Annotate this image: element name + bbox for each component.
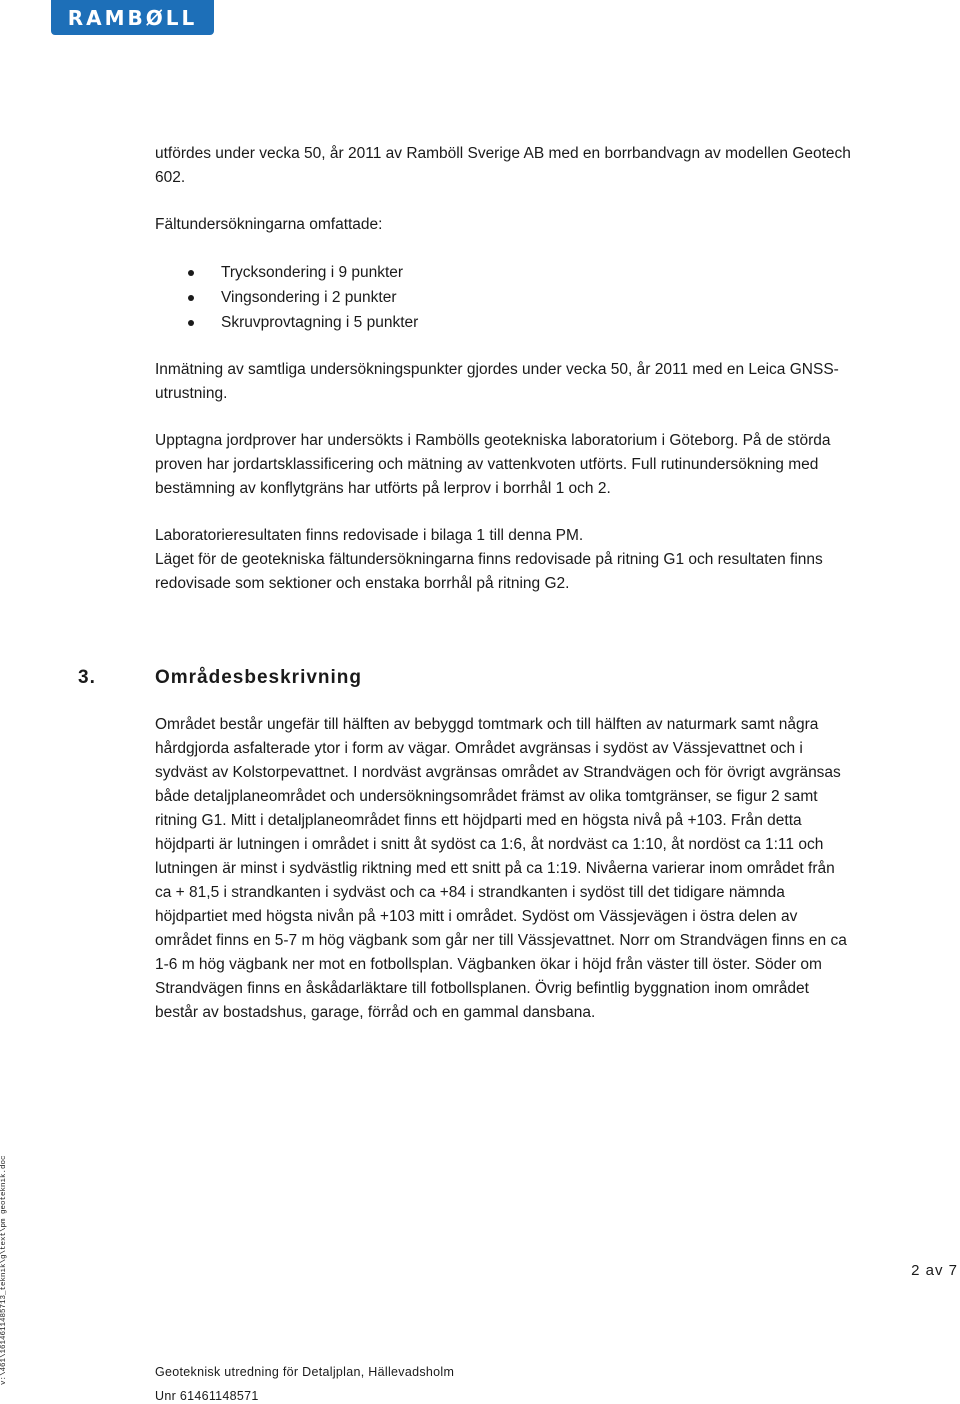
paragraph-field-investigations: Fältundersökningarna omfattade: xyxy=(155,216,383,233)
logo-text: RAMBØLL xyxy=(67,5,198,30)
investigation-list xyxy=(155,260,855,335)
paragraph-lab-results: Laboratorieresultaten finns redovisade i bilaga 1 till denna PM. xyxy=(155,527,584,544)
file-path-margin: v:\461\1614611485713_teknik\g\text\pm geoteknik.doc xyxy=(0,1155,8,1385)
page-number: 2 av 7 xyxy=(911,1262,958,1279)
paragraph-intro: utfördes under vecka 50, år 2011 av Ramböll Sverige AB med en borrbandvagn av modellen Geotech 602. xyxy=(155,145,851,186)
footer-unr: Unr 61461148571 xyxy=(155,1389,259,1403)
section-title: Områdesbeskrivning xyxy=(155,667,363,688)
paragraph-area-description: Området består ungefär till hälften av bebyggd tomtmark och till hälften av naturmark samt några hårdgjorda asfalterade ytor i form av vägar. Området avgränsas i sydöst av Vässjevattnet och i sydväst av Kolstorpevattnet. I nordväst avgränsas området av Strandvägen och för övrigt avgränsas både detaljplaneområdet och undersökningsområdet främst av olika tomtgränser, se figur 2 samt ritning G1. Mitt i detaljplaneområdet finns ett höjdparti med en högsta nivå på +103. Från detta höjdparti är lutningen i området i snitt åt sydöst ca 1:6, åt nordväst ca 1:10, åt nordöst ca 1:11 och lutningen är minst i sydvästlig riktning med ett snitt på ca 1:19. Nivåerna varierar inom området från ca + 81,5 i strandkanten i sydväst och ca +84 i strandkanten i sydöst till det tidigare nämnda höjdpartiet med högsta nivån på +103 mitt i området. Sydöst om Vässjevägen i östra delen av området finns en 5-7 m hög vägbank som går ner till Vässjevattnet. Norr om Strandvägen finns en ca 1-6 m hög vägbank ner mot en fotbollsplan. Vägbanken ökar i höjd från väster till öster. Söder om Strandvägen finns en åskådarläktare till fotbollsplanen. Övrig befintlig byggnation inom området består av bostadshus, garage, förråd och en gammal dansbana. xyxy=(155,716,847,1021)
list-item: Skruvprovtagning i 5 punkter xyxy=(155,310,855,335)
section-number: 3. xyxy=(78,667,96,688)
list-item: Vingsondering i 2 punkter xyxy=(155,285,855,310)
paragraph-drawings: Läget för de geotekniska fältundersökningarna finns redovisade på ritning G1 och resultaten finns redovisade som sektioner och enstaka borrhål på ritning G2. xyxy=(155,551,823,592)
footer-title: Geoteknisk utredning för Detaljplan, Hällevadsholm xyxy=(155,1365,455,1379)
section-heading xyxy=(78,666,855,690)
ramboll-logo xyxy=(51,0,214,35)
paragraph-laboratory: Upptagna jordprover har undersökts i Rambölls geotekniska laboratorium i Göteborg. På de störda proven har jordartsklassificering och mätning av vattenkvoten utförts. Full rutinundersökning med bestämning av konflytgräns har utförts på lerprov i borrhål 1 och 2. xyxy=(155,432,831,497)
list-item: Trycksondering i 9 punkter xyxy=(155,260,855,285)
document-body xyxy=(78,142,855,1025)
paragraph-survey: Inmätning av samtliga undersökningspunkter gjordes under vecka 50, år 2011 med en Leica GNSS-utrustning. xyxy=(155,361,839,402)
